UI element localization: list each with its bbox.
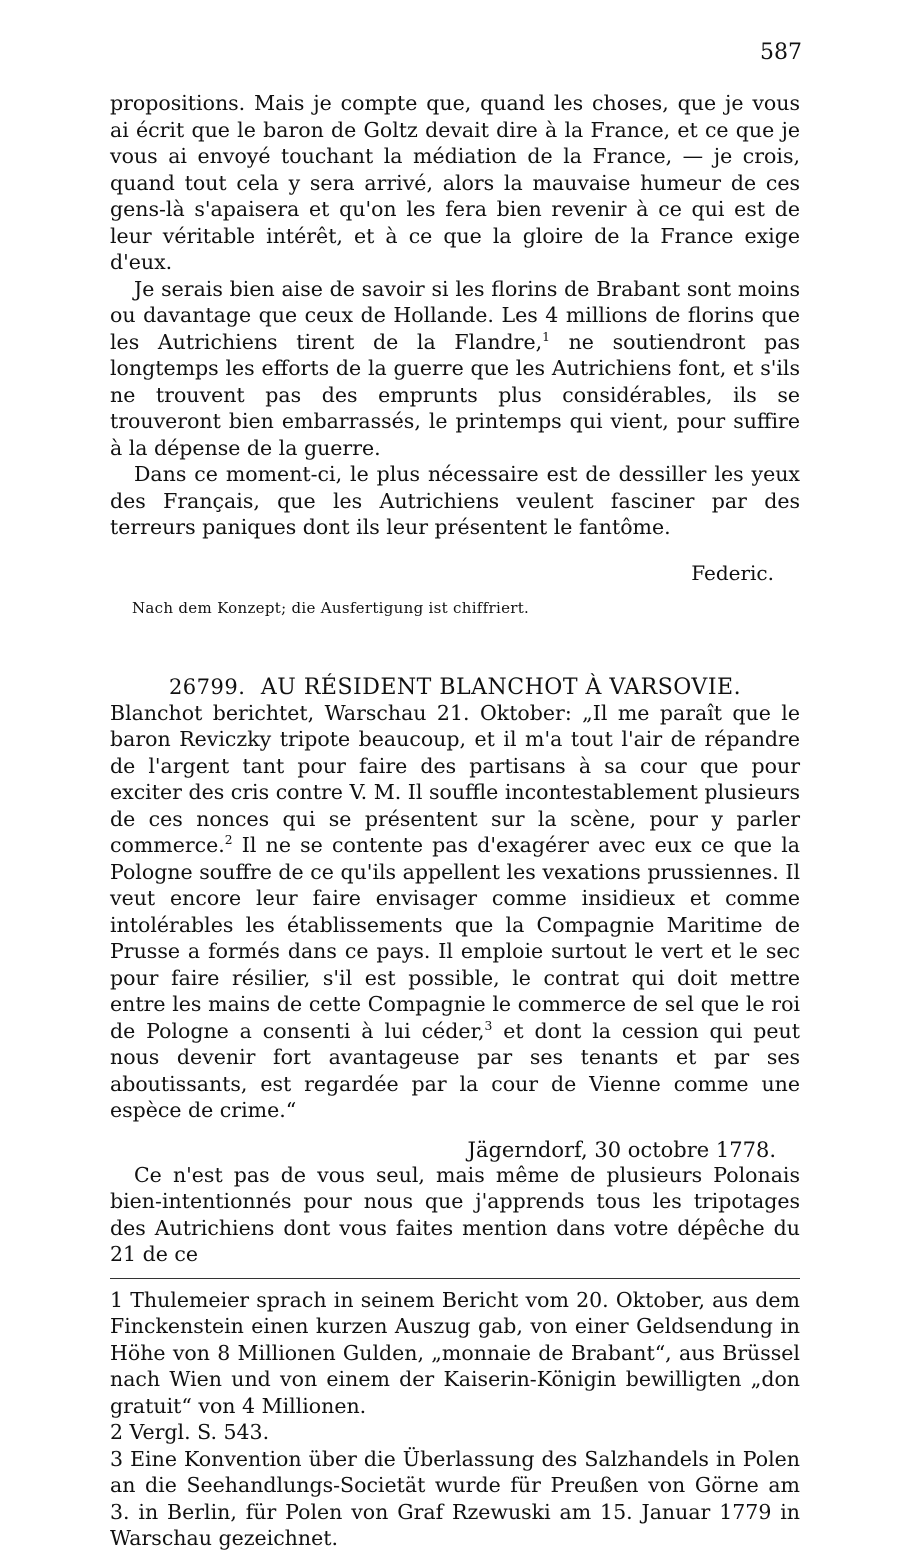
paragraph-2-part-b: ne soutiendront pas longtemps les efforts de la guerre que les Autrichiens font, et s'ils ne trouvent pas des emprunts plus considérables, ils se trouveront bien embarrassés, le printemps qui vient, pour suffire à la dépense de la guerre.	[110, 329, 800, 460]
summary-part-2: Il ne se contente pas d'exagérer avec eux ce que la Pologne souffre de ce qu'ils appellent les vexations prussiennes. Il veut encore leur faire envisager comme insidieux et comme intolérables les établissements que la Compagnie Maritime de Prusse a formés dans ce pays. Il emploie surtout le vert et le sec pour faire résilier, s'il est possible, le contrat qui doit mettre entre les mains de cette Compagnie le commerce de sel que le roi de Pologne a consenti à lui céder,	[110, 833, 800, 1043]
letter-body: Ce n'est pas de vous seul, mais même de plusieurs Polonais bien-intentionnés pour nous que j'apprends tous les tripotages des Autrichiens dont vous faites mention dans votre dépêche du 21 de ce	[110, 1162, 800, 1266]
letter-heading	[110, 675, 800, 700]
footnote-1: 1 Thulemeier sprach in seinem Bericht vom 20. Oktober, aus dem Finckenstein einen kurzen Auszug gab, von einer Geldsendung in Höhe von 8 Millionen Gulden, „monnaie de Brabant“, aus Brüssel nach Wien und von einem der Kaiserin-Königin bewilligten „don gratuit“ von 4 Millionen.	[110, 1287, 800, 1418]
paragraph-1: propositions. Mais je compte que, quand les choses, que je vous ai écrit que le baron de Goltz devait dire à la France, et ce que je vous ai envoyé touchant la médiation de la France, — je crois, quand tout cela y sera arrivé, alors la mauvaise humeur de ces gens-là s'apaisera et qu'on les fera bien revenir à ce qui est de leur véritable intérêt, et à ce que la gloire de la France exige d'eux.	[110, 91, 800, 274]
page-number: 587	[760, 40, 802, 65]
footnote-ref-1: 1	[542, 329, 550, 344]
signature: Federic.	[691, 560, 774, 585]
footnote-3: 3 Eine Konvention über die Überlassung des Salzhandels in Polen an die Seehandlungs-Societät wurde für Preußen von Görne am 3. in Berlin, für Polen von Graf Rzewuski am 15. Januar 1779 in Warschau gezeichnet.	[110, 1446, 800, 1550]
footnote-divider	[110, 1278, 800, 1279]
paragraph-2-part-a: Je serais bien aise de savoir si les florins de Brabant sont moins ou davantage que ceux de Hollande. Les 4 millions de florins que les Autrichiens tirent de la Flandre,	[110, 276, 800, 354]
letter-title: AU RÉSIDENT BLANCHOT À VARSOVIE.	[260, 674, 742, 700]
summary-part-3: et dont la cession qui peut nous devenir fort avantageuse par ses tenants et par ses aboutissants, est regardée par la cour de Vienne comme une espèce de crime.“	[110, 1018, 800, 1122]
main-text	[110, 90, 800, 1552]
source-note: Nach dem Konzept; die Ausfertigung ist chiffriert.	[132, 598, 530, 617]
report-summary	[110, 700, 800, 1124]
letter-number: 26799.	[168, 674, 246, 699]
footnote-ref-2: 2	[224, 833, 233, 848]
paragraph-2	[110, 276, 800, 462]
paragraph-3: Dans ce moment-ci, le plus nécessaire est de dessiller les yeux des Français, que les Autrichiens veulent fasciner par des terreurs paniques dont ils leur présentent le fantôme.	[110, 462, 800, 539]
summary-part-1: Blanchot berichtet, Warschau 21. Oktober: „Il me paraît que le baron Reviczky tripote beaucoup, et il m'a tout l'air de répandre de l'argent tant pour faire des partisans à sa cour que pour exciter des cris contre V. M. Il souffle incontestablement plusieurs de ces nonces qui se présentent sur la scène, pour y parler commerce.	[110, 700, 800, 857]
dateline: Jägerndorf, 30 octobre 1778.	[467, 1137, 776, 1162]
footnote-ref-3: 3	[484, 1018, 493, 1033]
footnote-2: 2 Vergl. S. 543.	[110, 1420, 270, 1444]
footnotes	[110, 1287, 800, 1552]
